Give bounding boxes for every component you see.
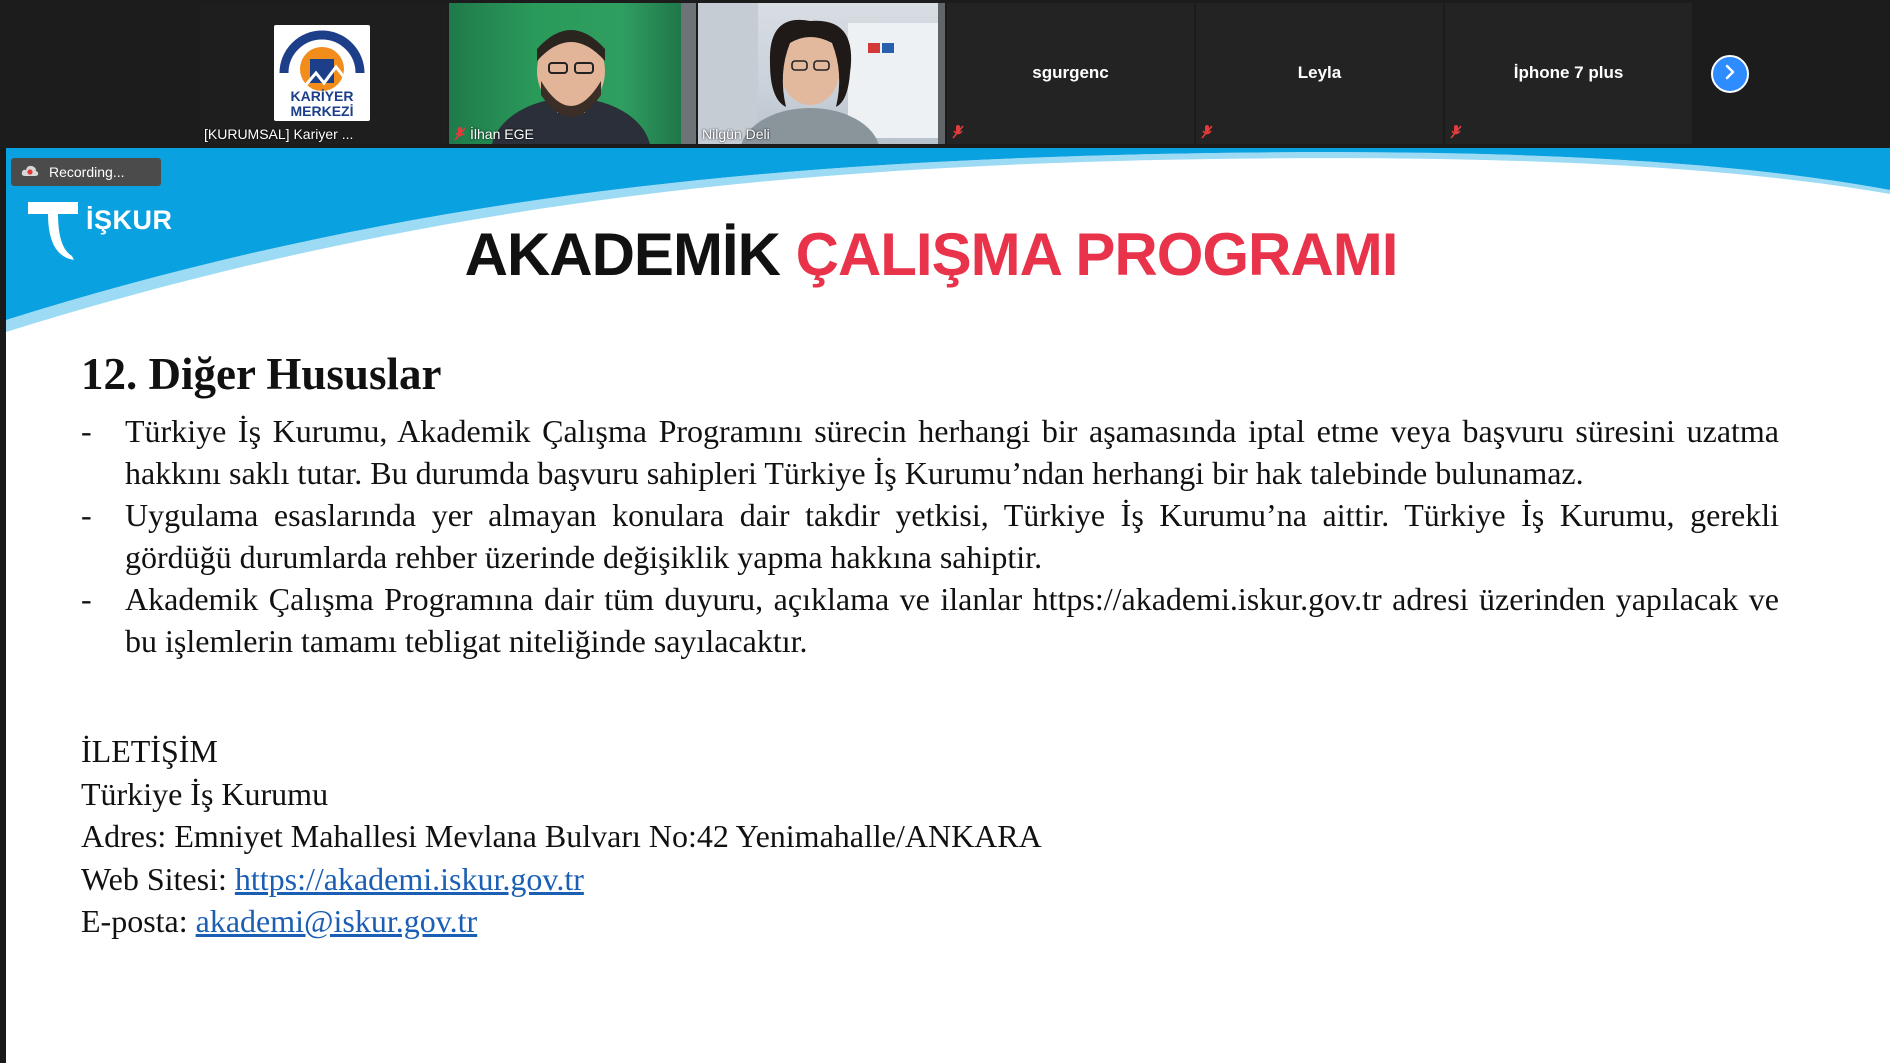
recording-indicator[interactable] bbox=[11, 158, 161, 186]
contact-address: Adres: Emniyet Mahallesi Mevlana Bulvarı No:42 Yenimahalle/ANKARA bbox=[81, 818, 1042, 854]
participant-video bbox=[698, 3, 945, 144]
kariyer-merkezi-logo bbox=[274, 25, 370, 121]
contact-website-row bbox=[81, 858, 1042, 901]
participant-name-text: sgurgenc bbox=[1032, 63, 1109, 82]
participant-tile-sgurgenc[interactable] bbox=[947, 3, 1194, 144]
bullet-dash: - bbox=[81, 413, 92, 449]
bullet-dash: - bbox=[81, 581, 92, 617]
email-label: E-posta: bbox=[81, 903, 196, 939]
contact-block bbox=[81, 730, 1042, 943]
slide-title-part2: ÇALIŞMA PROGRAMI bbox=[795, 221, 1398, 288]
muted-mic-icon bbox=[453, 126, 467, 142]
participant-name bbox=[702, 126, 770, 142]
bullet-dash: - bbox=[81, 497, 92, 533]
participant-name-text: İlhan EGE bbox=[470, 126, 534, 142]
slide-title-part1: AKADEMİK bbox=[464, 221, 780, 288]
website-label: Web Sitesi: bbox=[81, 860, 235, 897]
section-heading: 12. Diğer Hususlar bbox=[81, 349, 442, 399]
shared-screen bbox=[6, 148, 1890, 1063]
email-link[interactable]: akademi@iskur.gov.tr bbox=[195, 903, 478, 939]
contact-heading: İLETİŞİM bbox=[81, 733, 218, 769]
participant-video bbox=[449, 3, 696, 144]
list-item bbox=[81, 578, 1779, 662]
kariyer-logo-text-1: KARİYER bbox=[290, 88, 354, 104]
bullet-list bbox=[81, 410, 1779, 662]
participant-tile-leyla[interactable] bbox=[1196, 3, 1443, 144]
participant-name-text: Leyla bbox=[1297, 63, 1342, 82]
participant-tile-kurumsal[interactable] bbox=[200, 3, 447, 144]
contact-organization: Türkiye İş Kurumu bbox=[81, 775, 329, 812]
bullet-text: Türkiye İş Kurumu, Akademik Çalışma Programını sürecin herhangi bir aşamasında iptal etme veya başvuru süresini uzatma hakkını saklı tutar. Bu durumda başvuru sahipleri Türkiye İş Kurumu’ndan herhangi bir hak talebinde bulunamaz. bbox=[125, 413, 1779, 491]
chevron-right-icon bbox=[1722, 64, 1738, 85]
participant-name-text: Nilgün Deli bbox=[702, 126, 770, 142]
recording-label: Recording... bbox=[49, 164, 125, 180]
bullet-text: Uygulama esaslarında yer almayan konulara dair takdir yetkisi, Türkiye İş Kurumu’na aittir. Türkiye İş Kurumu, gerekli gördüğü durumlarda rehber üzerinde değişiklik yapma hakkına sahiptir. bbox=[125, 497, 1779, 575]
muted-mic-icon bbox=[1449, 124, 1463, 140]
list-item bbox=[81, 410, 1779, 494]
bullet-text: Akademik Çalışma Programına dair tüm duyuru, açıklama ve ilanlar https://akademi.iskur.gov.tr adresi üzerinden yapılacak ve bu işlemlerin tamamı tebligat niteliğinde sayılacaktır. bbox=[125, 581, 1779, 659]
participant-strip bbox=[0, 0, 1890, 148]
cloud-recording-icon bbox=[21, 164, 39, 181]
muted-mic-icon bbox=[1200, 124, 1214, 140]
list-item bbox=[81, 494, 1779, 578]
participant-name bbox=[453, 126, 534, 142]
website-link[interactable]: https://akademi.iskur.gov.tr bbox=[234, 860, 584, 897]
participant-name-text: [KURUMSAL] Kariyer ... bbox=[204, 126, 354, 142]
participant-name bbox=[204, 126, 353, 142]
muted-mic-icon bbox=[951, 124, 965, 140]
contact-email-row bbox=[81, 900, 1042, 943]
next-participants-button[interactable] bbox=[1711, 55, 1749, 93]
participant-name-text: İphone 7 plus bbox=[1513, 63, 1624, 82]
slide-title bbox=[6, 220, 1856, 289]
participant-tile-ilhan[interactable] bbox=[449, 3, 696, 144]
kariyer-logo-text-2: MERKEZİ bbox=[290, 103, 354, 119]
participant-tile-iphone[interactable] bbox=[1445, 3, 1692, 144]
participant-tile-nilgun[interactable] bbox=[698, 3, 945, 144]
iskur-logo-text: İŞKUR bbox=[86, 205, 173, 235]
